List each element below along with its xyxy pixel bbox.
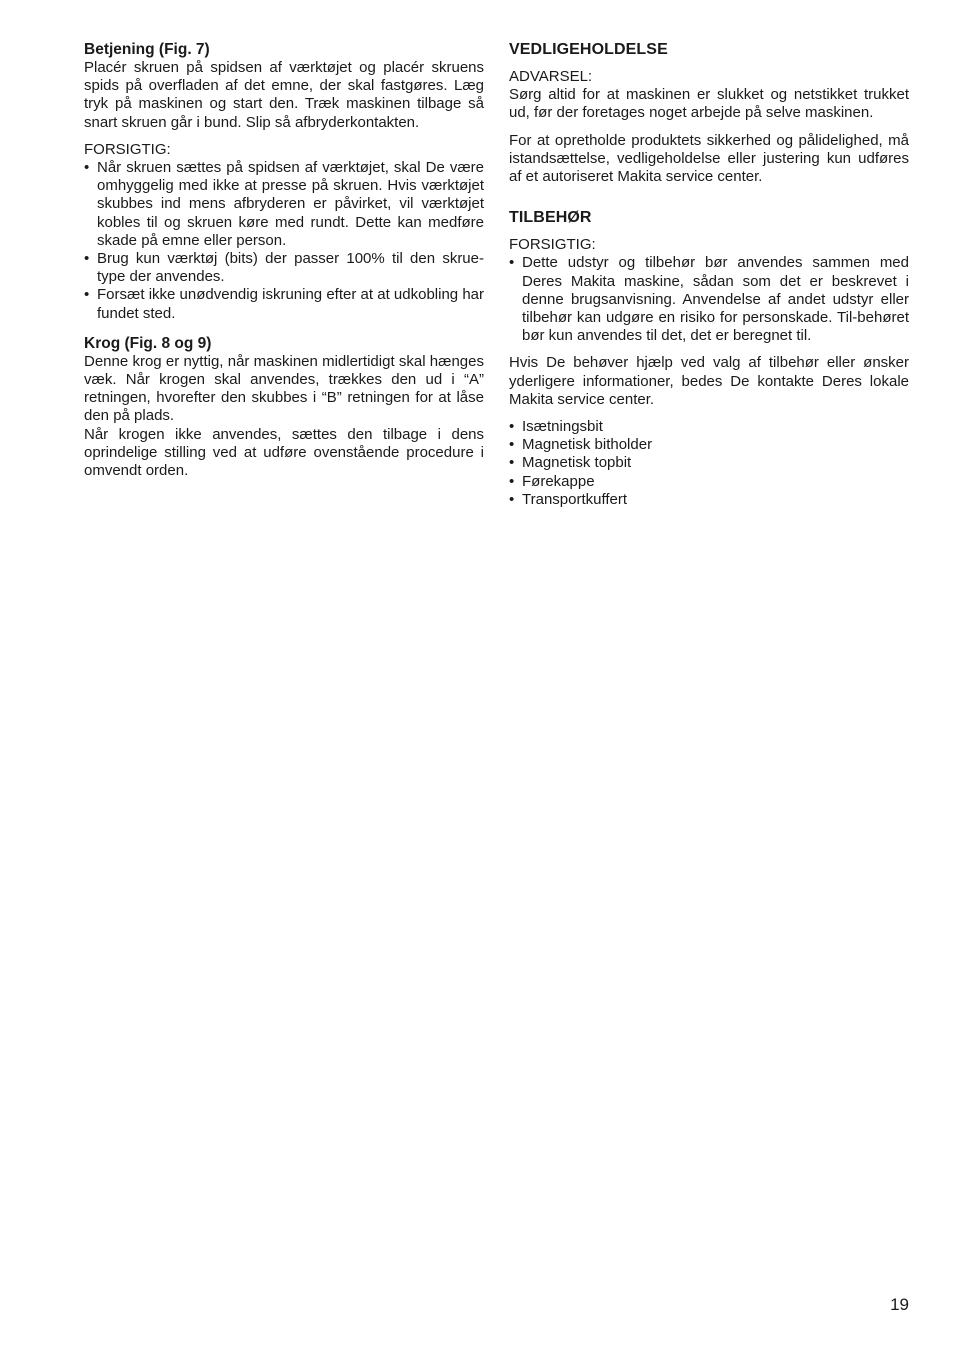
list-item: • Førekappe bbox=[509, 473, 909, 491]
betjening-paragraph: Placér skruen på spidsen af værktøjet og placér skruens spids på overfladen af det emne, der skal fastgøres. Læg tryk på maskinen og start den. Træk maskinen tilbage så snart skruen går i bund. Slip så afbryderkontakten. bbox=[84, 59, 484, 131]
advarsel-label: ADVARSEL: bbox=[509, 68, 593, 85]
accessories-list bbox=[509, 418, 909, 509]
forsigtig-label: FORSIGTIG: bbox=[509, 236, 596, 254]
advarsel-paragraph: Sørg altid for at maskinen er slukket og netstikket trukket ud, før der foretages noget arbejde på selve maskinen. bbox=[509, 86, 909, 122]
right-column bbox=[509, 40, 909, 509]
krog-paragraph-2: Når krogen ikke anvendes, sættes den tilbage i dens oprindelige stilling ved at udføre ovenstående procedure i omvendt orden. bbox=[84, 425, 484, 480]
krog-paragraph-1: Denne krog er nyttig, når maskinen midlertidigt skal hænges væk. Når krogen skal anvendes, trækkes den ud i “A” retningen, hvorefter den skubbes i “B” retningen for at låse den på plads. bbox=[84, 352, 484, 425]
list-item: • Brug kun værktøj (bits) der passer 100% til den skrue-type der anvendes. bbox=[84, 250, 484, 286]
help-paragraph: Hvis De behøver hjælp ved valg af tilbehør eller ønsker yderligere informationer, bedes De kontakte Deres lokale Makita service center. bbox=[509, 354, 909, 408]
tilbehor-heading: TILBEHØR bbox=[509, 209, 592, 227]
list-item: • Transportkuffert bbox=[509, 491, 909, 509]
forsigtig-list bbox=[84, 159, 484, 323]
krog-heading: Krog (Fig. 8 og 9) bbox=[84, 334, 212, 352]
list-item: • Magnetisk topbit bbox=[509, 454, 909, 472]
forsigtig-label: FORSIGTIG: bbox=[84, 140, 171, 158]
vedligeholdelse-heading: VEDLIGEHOLDELSE bbox=[509, 41, 668, 58]
betjening-heading: Betjening (Fig. 7) bbox=[84, 41, 210, 58]
list-item: • Når skruen sættes på spidsen af værktøjet, skal De være omhyggelig med ikke at presse på skruen. Hvis værktøjet skubbes ind mens afbryderen er påvirket, vil værktøjet kobles til og skruen køre med rundt. Dette kan medføre skade på emne eller person. bbox=[84, 159, 484, 250]
list-item: • Magnetisk bitholder bbox=[509, 436, 909, 454]
list-item: • Dette udstyr og tilbehør bør anvendes sammen med Deres Makita maskine, sådan som det er beskrevet i denne brugsanvisning. Anvendelse af andet udstyr eller tilbehør kan udgøre en risiko for personskade. Til-behøret bør kun anvendes til det, det er beregnet til. bbox=[509, 254, 909, 345]
page-number: 19 bbox=[890, 1295, 909, 1314]
left-column bbox=[84, 40, 484, 480]
list-item: • Isætningsbit bbox=[509, 418, 909, 436]
list-item: • Forsæt ikke unødvendig iskruning efter at at udkobling har fundet sted. bbox=[84, 286, 484, 322]
vedligeholdelse-paragraph: For at opretholde produktets sikkerhed og pålidelighed, må istandsættelse, vedligeholdelse eller justering kun udføres af et autoriseret Makita service center. bbox=[509, 131, 909, 186]
tilbehor-forsigtig-list bbox=[509, 254, 909, 345]
